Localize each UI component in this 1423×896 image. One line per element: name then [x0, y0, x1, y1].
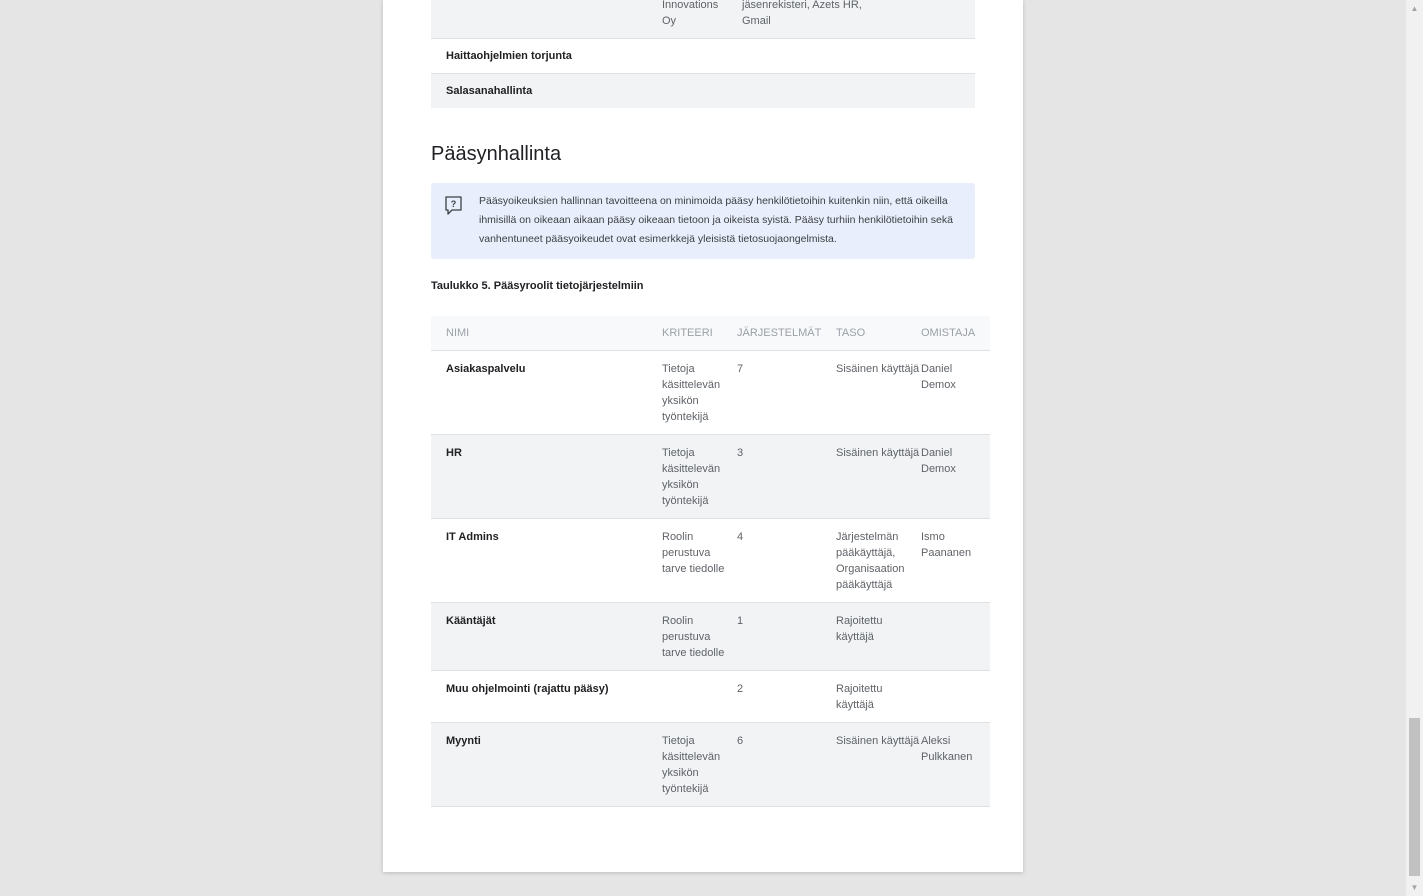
table-row [431, 39, 975, 74]
row-name: IT Admins [431, 519, 662, 603]
column-header-criteria[interactable]: KRITEERI [662, 316, 737, 351]
row-level: Sisäinen käyttäjä [836, 351, 921, 435]
row-criteria: Tietoja käsittelevän yksikön työntekijä [662, 723, 737, 807]
row-level: Rajoitettu käyttäjä [836, 603, 921, 671]
column-header-name[interactable]: NIMI [431, 316, 662, 351]
row-criteria: Roolin perustuva tarve tiedolle [662, 603, 737, 671]
row-level: Rajoitettu käyttäjä [836, 671, 921, 723]
row-name: HR [431, 435, 662, 519]
row-criteria: Tietoja käsittelevän yksikön työntekijä [662, 435, 737, 519]
row-systems: 3 [737, 435, 836, 519]
row-name: Salasanahallinta [446, 85, 533, 97]
table-row [431, 519, 990, 603]
column-header-systems[interactable]: JÄRJESTELMÄT [737, 316, 836, 351]
row-name: Kääntäjät [431, 603, 662, 671]
row-systems: 4 [737, 519, 836, 603]
row-systems: 2 [737, 671, 836, 723]
help-speech-bubble-icon [444, 195, 464, 217]
row-name: Myynti [431, 723, 662, 807]
access-roles-table [431, 316, 990, 807]
row-criteria: Tietoja käsittelevän yksikön työntekijä [662, 351, 737, 435]
scroll-down-arrow-icon[interactable]: ▼ [1410, 883, 1419, 892]
row-systems: 6 [737, 723, 836, 807]
row-systems: 7 [737, 351, 836, 435]
table-row [431, 351, 990, 435]
table-cell: Innovations Oy [662, 0, 719, 27]
table-header-row [431, 316, 990, 351]
row-level: Sisäinen käyttäjä [836, 723, 921, 807]
row-owner [921, 671, 990, 723]
table-caption: Taulukko 5. Pääsyroolit tietojärjestelmiin [431, 280, 644, 292]
column-header-level[interactable]: TASO [836, 316, 921, 351]
row-owner: Aleksi Pulkkanen [921, 723, 990, 807]
callout-text: Pääsyoikeuksien hallinnan tavoitteena on minimoida pääsy henkilötietoihin kuitenkin niin, että oikeilla ihmisillä on oikeaan aikaan pääsy oikeaan tietoon ja oikeista syistä. Pääsy turhiin henkilötietoihin sekä vanhentuneet pääsyoikeudet ovat esimerkkejä yleisistä tietosuojaongelmista. [479, 195, 953, 245]
table-row [431, 74, 975, 108]
column-header-owner[interactable]: OMISTAJA [921, 316, 990, 351]
row-name: Haittaohjelmien torjunta [446, 50, 572, 62]
row-systems: 1 [737, 603, 836, 671]
vertical-scrollbar[interactable] [1406, 0, 1423, 896]
row-owner [921, 603, 990, 671]
row-owner: Daniel Demox [921, 435, 990, 519]
scroll-up-arrow-icon[interactable]: ▲ [1410, 4, 1419, 13]
table-row [431, 671, 990, 723]
table-row [431, 0, 975, 39]
previous-table [431, 0, 975, 108]
table-row [431, 723, 990, 807]
scrollbar-thumb[interactable] [1409, 718, 1420, 876]
info-callout [431, 183, 975, 259]
section-title: Pääsynhallinta [431, 143, 562, 165]
table-row [431, 603, 990, 671]
row-criteria [662, 671, 737, 723]
row-owner: Ismo Paananen [921, 519, 990, 603]
row-name: Muu ohjelmointi (rajattu pääsy) [431, 671, 662, 723]
table-row [431, 435, 990, 519]
row-criteria: Roolin perustuva tarve tiedolle [662, 519, 737, 603]
table-cell: jäsenrekisteri, Azets HR, Gmail [742, 0, 862, 27]
row-level: Sisäinen käyttäjä [836, 435, 921, 519]
svg-text:?: ? [450, 199, 457, 209]
row-level: Järjestelmän pääkäyttäjä, Organisaation pääkäyttäjä [836, 519, 921, 603]
row-name: Asiakaspalvelu [431, 351, 662, 435]
row-owner: Daniel Demox [921, 351, 990, 435]
